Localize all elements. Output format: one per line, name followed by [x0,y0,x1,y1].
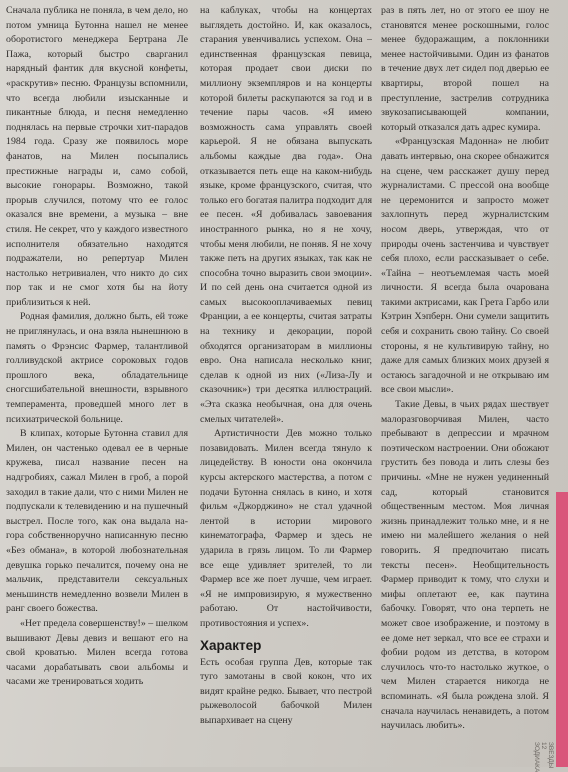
column-left [6,4,188,690]
paragraph: Родная фамилия, должно быть, ей тоже не приглянулась, и она взяла нынешнюю в память о Фрэнсис Фармер, талантливой голливудской актрисе сороковых годов прошлого века, обладательнице сногсшибательной внешности, взрывного темперамента, проведшей много лет в психиатрической больнице. [6,311,188,425]
paragraph: Есть особая группа Дев, которые так туго замотаны в свой кокон, что их видят крайне редко. Бывает, что пестрой рыжеволосой бабочкой Милен выпархивает на сцену [200,656,372,726]
paragraph: раз в пять лет, но от этого ее шоу не становятся менее роскошными, голос менее будоражащим, а поклонники менее настойчивыми. Один из фанатов в течение двух лет сидел под дверью ее квартиры, второй пошел на преступление, застрелив сотрудника звукозаписывающей компании, который отказался дать адрес кумира. [381,5,549,133]
paragraph: Сначала публика не поняла, в чем дело, но потом умница Бутонна нашел не менее оборотистого менеджера Бертрана Ле Пажа, который быстро сварганил нарядный фантик для вкусной конфеты, «раскрутив» песню. Французы вспомнили, что всегда любили изысканные и пикантные блюда, и песня немедленно поднялась на первые строчки хит-парадов 1984 года. Сразу же появилось море фанатов, на Милен посыпались престижные награды и, само собой, высокие гонорары. Возможно, такой прорыв случился, потому что ее голос оказался вне времени, а музыка – вне стиля. Не секрет, что у каждого известного исполнителя обязательно находятся подражатели, но репертуар Милен настолько нетривиален, что никто до сих пор так и не смог хотя бы на йоту приблизиться к ней. [6,5,188,308]
paragraph: В клипах, которые Бутонна ставил для Милен, он частенько одевал ее в черные кружева, писал название песен на надгробиях, сажал Милен в гроб, а порой заходил в такие дали, что с ними Милен не подпускали к телевидению и на пушечный выстрел. После того, как она выдала на-гора собственноручно написанную песню «Без обмана», в которой любознательная девушка горько печалится, почему она не мальчик, представители сексуальных меньшинств немедленно возвели Милен в ранг своего божества. [6,428,188,615]
paragraph: «Нет предела совершенству!» – шелком вышивают Девы девиз и вешают его на свой кроватью. Милен всегда готова часами дорабатывать свои альбомы и часами же тренироваться ходить [6,617,188,688]
column-right [381,4,549,734]
column-middle [200,4,372,729]
section-heading-character: Характер [200,637,262,653]
paragraph: Артистичности Дев можно только позавидовать. Милен всегда тянуло к лицедейству. В юности она окончила курсы актерского мастерства, а потом с подачи Бутонна снялась в кино, и хотя фильм «Джорджино» не стал удачной лентой в истории мирового кинематографа, Фармер и здесь не ударила в грязь лицом. То ли Фармер все еще удивляет зрителей, то ли Фармер все же поет лучше, чем играет. «Я не импровизирую, я мужественно работаю. От настойчивости, противостояния и успех». [200,428,372,629]
page-edge-color-tab [556,492,568,767]
folio-running-title: ЗВЕЗДЫ 12 ЗОДИАКА [533,742,554,772]
paragraph: на каблуках, чтобы на концертах выглядеть достойно. И, как оказалось, старания увенчивались успехом. Она – единственная французская певица, которая продает свои диски по миллиону экземпляров и на концерты которой билеты раскупаются за год и в течение пары часов. «Я имею возможность сама управлять своей карьерой. Я не обязана выпускать альбомы каждые два года». Она отказывается петь еще на каком-нибудь языке, кроме французского, считая, что только его богатая палитра подходит для ее песен. «Я добивалась завоевания иностранного рынка, но я не хочу, чтобы меня любили, не поняв. Я не хочу также петь на других языках, так как не способна точно выразить свои эмоции». И по сей день она считается одной из самых высокооплачиваемых певиц Франции, а ее концерты, считая затраты на технику и декорации, порой обходятся организаторам в миллионы евро. Она написала несколько книг, сделав к одной из них («Лиза-Лу и сказочник») три десятка иллюстраций. «Эта сказка необычная, она для очень смелых читателей». [200,5,372,425]
paragraph: Такие Девы, в чьих рядах шествует малоразговорчивая Милен, часто пребывают в депрессии и мрачном поэтическом настроении. Они обожают грустить без повода и лить слезы без причины. «Мне не нужен уединенный сад, который становится общественным местом. Моя личная жизнь принадлежит только мне, и я не имею ни малейшего желания о ней говорить. Я предпочитаю писать тексты песен». Необщительность Фармер приводит к тому, что слухи и мифы оплетают ее, как паутина бабочку. Говорят, что она терпеть не может свое изображение, и поэтому в ее доме нет зеркал, что все ее страхи и фобии родом из детства, в котором случилось что-то настолько жуткое, о чем Милен старается никогда не вспоминать. «Я была рождена злой. Я сначала научилась ненавидеть, а потом научилась любить». [381,399,549,732]
paragraph: «Французская Мадонна» не любит давать интервью, она скорее обнажится на сцене, чем расскажет душу перед журналистами. С прессой она вообще не церемонится и запросто может захлопнуть перед журналистским носом дверь, утверждая, что от природы очень застенчива и чувствует себя плохо, если рассказывает о себе. «Тайна – неотъемлемая часть моей личности. Я всегда была очарована такими актрисами, как Грета Гарбо или Кэтрин Хэпберн. Они сумели защитить себя и сохранить свою тайну. Со своей стороны, я не культивирую тайну, но даже для самых близких моих друзей я остаюсь загадочной и не открываю им все свои мысли». [381,136,549,396]
